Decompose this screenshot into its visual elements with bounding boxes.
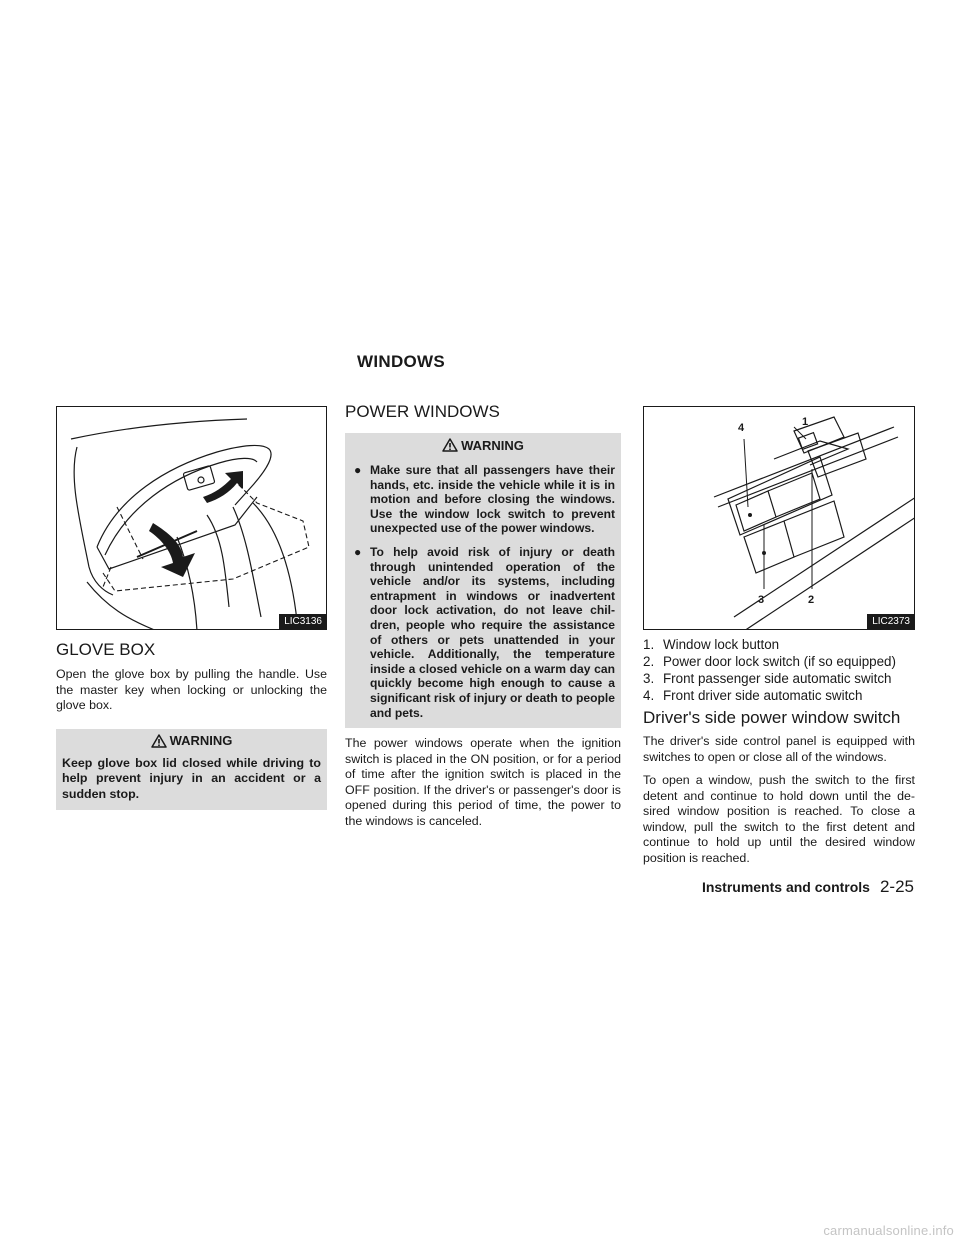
callout-list <box>643 636 915 704</box>
window-switch-drawing <box>644 407 915 630</box>
warning-bullet: ● To help avoid risk of injury or death through unintended operation of the vehicle and/or its systems, including entrapment in windows or inadvertent door lock activation, do not leave chil-dren, people who require the assistance of others or pets unattended in your vehicle. Additionally, the temperature inside a closed vehicle on a warm day can quickly become high enough to cause a significant risk of injury or death to people and pets. <box>354 544 615 720</box>
drivers-switch-paragraph: To open a window, push the switch to the first detent and continue to hold down until the de-sired window position is reached. To close a window, pull the switch to the first detent and continue to hold up until the desired window position is reached. <box>643 773 915 865</box>
window-switch-illustration <box>643 406 915 630</box>
page-number: 2-25 <box>879 877 914 896</box>
warning-bullet: ● Make sure that all passengers have their hands, etc. inside the vehicle while it is in motion and before closing the windows. Use the window lock switch to prevent unexpected use of the power windows. <box>354 463 615 536</box>
callout-item: 4. Front driver side automatic switch <box>643 688 863 703</box>
warning-title-text: WARNING <box>169 733 233 748</box>
section-heading: WINDOWS <box>357 352 446 371</box>
warning-triangle-icon <box>442 438 458 452</box>
callout-item: 3. Front passenger side automatic switch <box>643 671 892 686</box>
glove-box-drawing <box>57 407 327 630</box>
callout-item: 2. Power door lock switch (if so equipped) <box>643 654 896 669</box>
glove-box-title: GLOVE BOX <box>56 640 156 659</box>
drivers-switch-title: Driver's side power window switch <box>643 708 901 727</box>
power-windows-title: POWER WINDOWS <box>345 402 500 421</box>
switch-column <box>643 406 915 874</box>
page-footer <box>702 877 914 897</box>
power-windows-column <box>345 402 621 837</box>
warning-bullet-list <box>351 463 615 720</box>
callout-label-2: 2 <box>808 594 815 606</box>
glove-box-paragraph: Open the glove box by pulling the handle. Use the master key when locking or unlocking the glove box. <box>56 667 327 712</box>
glove-box-warning-text: Keep glove box lid closed while driving to help prevent injury in an accident or a sudden stop. <box>62 755 321 801</box>
power-windows-warning <box>345 433 621 728</box>
warning-title-text: WARNING <box>461 437 524 453</box>
warning-title <box>351 433 615 457</box>
callout-item: 1. Window lock button <box>643 637 780 652</box>
watermark: carmanualsonline.info <box>823 1223 954 1238</box>
warning-title <box>62 729 321 753</box>
power-windows-paragraph: The power windows operate when the ignition switch is placed in the ON position, or for a period of time after the ignition switch is placed in the OFF position. If the driver's or passenger's door is opened during this period of time, the power to the windows is canceled. <box>345 736 621 828</box>
callout-label-1: 1 <box>802 416 809 428</box>
figure-code: LIC3136 <box>279 614 326 629</box>
drivers-switch-paragraph: The driver's side control panel is equipped with switches to open or close all of the windows. <box>643 734 915 764</box>
callout-label-4: 4 <box>738 422 745 434</box>
chapter-name: Instruments and controls <box>701 879 870 895</box>
warning-triangle-icon <box>151 734 167 748</box>
callout-label-3: 3 <box>758 594 765 606</box>
glove-box-column <box>56 406 327 810</box>
glove-box-illustration <box>56 406 327 630</box>
glove-box-warning <box>56 729 327 811</box>
figure-code: LIC2373 <box>867 614 914 629</box>
